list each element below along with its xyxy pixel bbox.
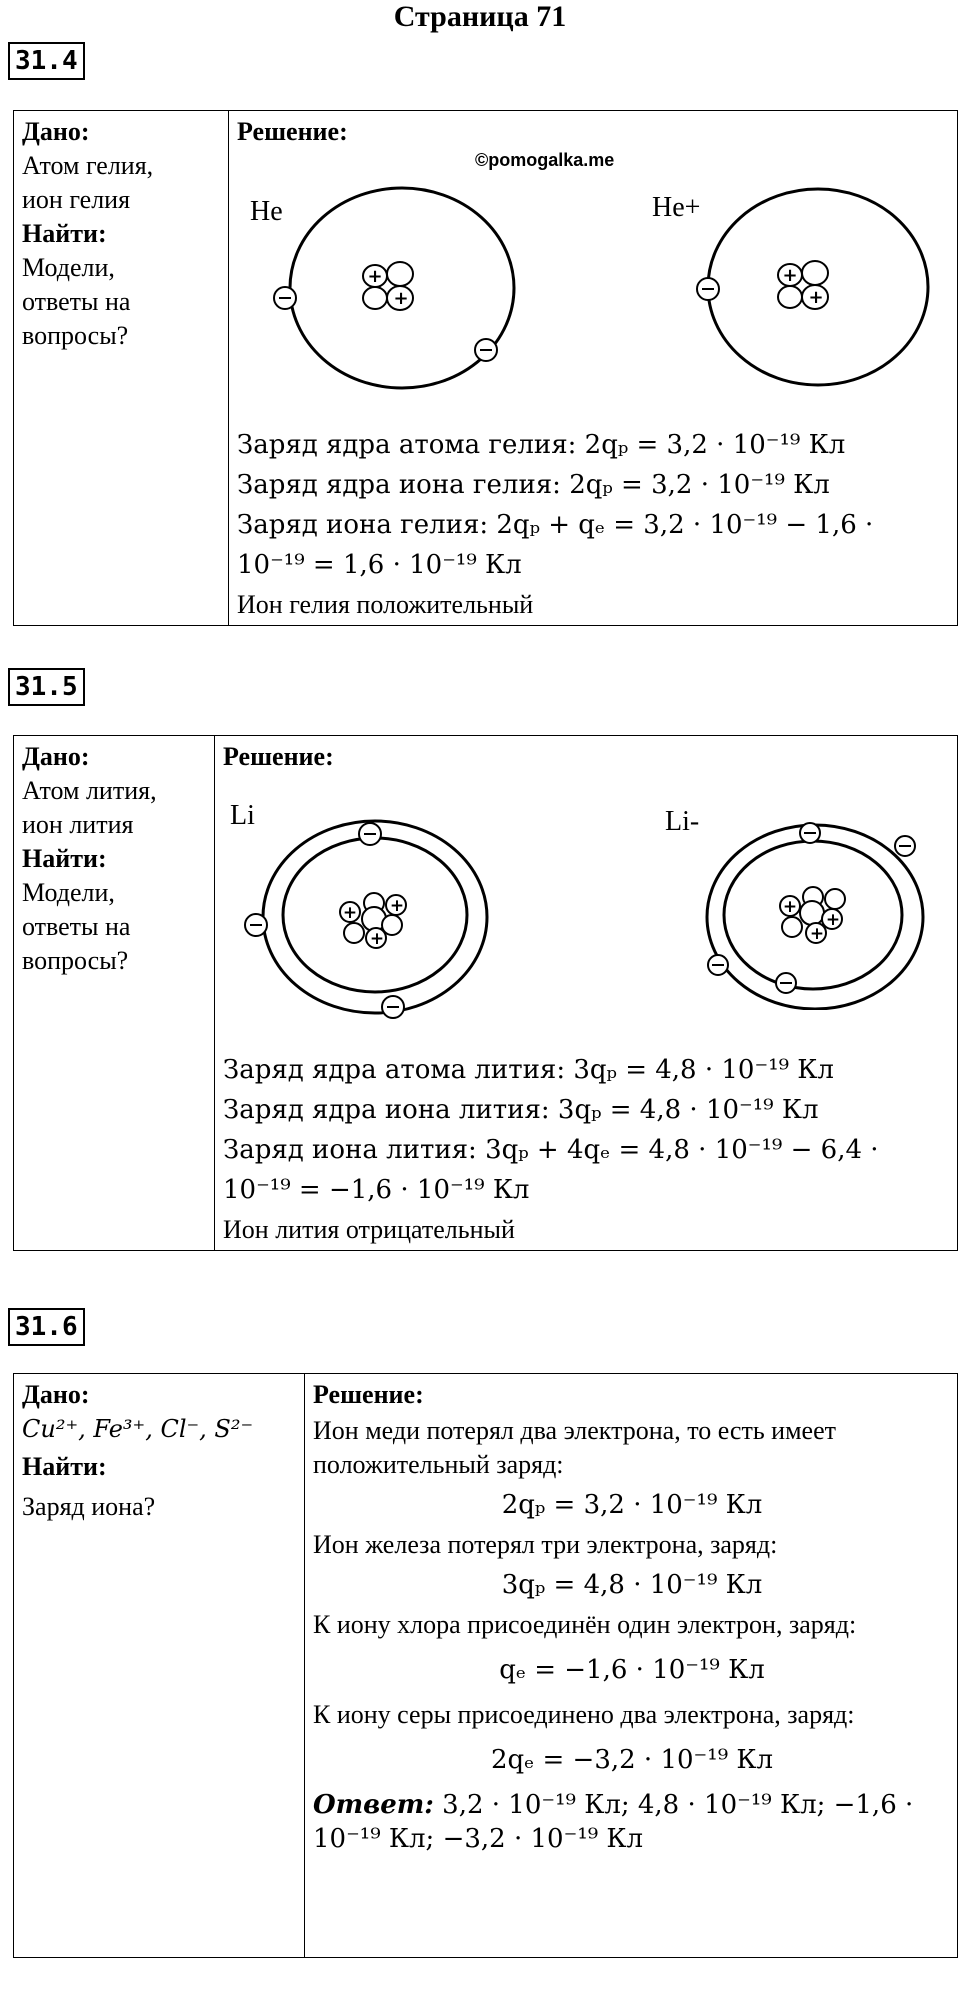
find-line: вопросы? bbox=[22, 321, 129, 350]
find-label: Найти: bbox=[22, 1452, 107, 1481]
watermark: ©pomogalka.me bbox=[475, 150, 615, 170]
electron bbox=[800, 823, 820, 843]
find-line: ответы на bbox=[22, 912, 131, 941]
given-line: Атом гелия, bbox=[22, 151, 154, 180]
electron bbox=[697, 278, 719, 300]
solution-equation: 2qₚ = 3,2 · 10⁻¹⁹ Кл bbox=[501, 1490, 763, 1520]
proton-plus-sign: + bbox=[342, 903, 358, 923]
solution-text: Ион железа потерял три электрона, заряд: bbox=[313, 1530, 778, 1559]
proton-plus-sign: + bbox=[393, 288, 409, 309]
find-line: ответы на bbox=[22, 287, 131, 316]
proton-plus-sign: + bbox=[389, 896, 405, 916]
solution-line: Ион лития отрицательный bbox=[223, 1215, 515, 1244]
lithium-ion-diagram bbox=[690, 815, 940, 1010]
given-line: ион гелия bbox=[22, 185, 131, 214]
helium-ion-diagram bbox=[690, 175, 950, 415]
given-line: Атом лития, bbox=[22, 776, 157, 805]
atom-label-he: He bbox=[250, 196, 283, 227]
proton-plus-sign: + bbox=[782, 265, 798, 286]
solution-text: К иону хлора присоединён один электрон, заряд: bbox=[313, 1610, 857, 1639]
atom-label-he-plus: He+ bbox=[652, 192, 701, 223]
solution-text: К иону серы присоединено два электрона, заряд: bbox=[313, 1700, 855, 1729]
find-line: Заряд иона? bbox=[22, 1492, 156, 1521]
given-column bbox=[14, 111, 229, 626]
solution-equation: 2qₑ = −3,2 · 10⁻¹⁹ Кл bbox=[490, 1745, 774, 1775]
solution-line: 10⁻¹⁹ = 1,6 · 10⁻¹⁹ Кл bbox=[237, 550, 522, 580]
electron bbox=[895, 836, 915, 856]
electron bbox=[359, 823, 381, 845]
solution-line: Заряд ядра атома лития: 3qₚ = 4,8 · 10⁻¹⁹ Кл bbox=[223, 1055, 834, 1085]
solution-line: 10⁻¹⁹ = −1,6 · 10⁻¹⁹ Кл bbox=[223, 1175, 530, 1205]
page-title: Страница 71 bbox=[393, 0, 567, 33]
find-line: вопросы? bbox=[22, 946, 129, 975]
solution-equation: 3qₚ = 4,8 · 10⁻¹⁹ Кл bbox=[501, 1570, 763, 1600]
answer bbox=[313, 1788, 951, 1856]
given-column bbox=[14, 736, 215, 1251]
given-label: Дано: bbox=[22, 117, 90, 146]
lithium-atom-diagram bbox=[240, 815, 500, 1025]
helium-atom-diagram bbox=[260, 170, 530, 410]
answer-text: 3,2 · 10⁻¹⁹ Кл; 4,8 · 10⁻¹⁹ Кл; −1,6 · 10⁻¹⁹ Кл; −3,2 · 10⁻¹⁹ Кл bbox=[313, 1790, 914, 1854]
proton-plus-sign: + bbox=[782, 897, 798, 917]
solution-line: Ион гелия положительный bbox=[237, 590, 534, 619]
solution-line: Заряд ядра иона гелия: 2qₚ = 3,2 · 10⁻¹⁹ Кл bbox=[237, 470, 830, 500]
proton-plus-sign: + bbox=[809, 924, 825, 944]
atom-label-li-minus: Li- bbox=[665, 806, 700, 837]
solution-label: Решение: bbox=[313, 1380, 424, 1409]
given-column bbox=[14, 1374, 305, 1958]
electron bbox=[274, 287, 296, 309]
electron bbox=[382, 996, 404, 1018]
given-label: Дано: bbox=[22, 742, 90, 771]
proton-plus-sign: + bbox=[825, 910, 841, 930]
find-line: Модели, bbox=[22, 878, 115, 907]
solution-label: Решение: bbox=[237, 117, 348, 146]
task-number-31-4: 31.4 bbox=[8, 42, 85, 80]
solution-line: Заряд иона лития: 3qₚ + 4qₑ = 4,8 · 10⁻¹⁹ − 6,4 · bbox=[223, 1135, 879, 1165]
solution-line: Заряд ядра атома гелия: 2qₚ = 3,2 · 10⁻¹⁹ Кл bbox=[237, 430, 846, 460]
given-line: ион лития bbox=[22, 810, 134, 839]
proton-plus-sign: + bbox=[369, 929, 385, 949]
solution-column bbox=[305, 1374, 958, 1958]
electron bbox=[708, 955, 728, 975]
electron bbox=[245, 914, 267, 936]
task-number-31-6: 31.6 bbox=[8, 1308, 85, 1346]
proton-plus-sign: + bbox=[367, 266, 383, 287]
proton-plus-sign: + bbox=[808, 287, 824, 308]
given-label: Дано: bbox=[22, 1380, 90, 1409]
solution-line: Заряд ядра иона лития: 3qₚ = 4,8 · 10⁻¹⁹ Кл bbox=[223, 1095, 819, 1125]
answer-label: Ответ: bbox=[313, 1790, 434, 1820]
solution-label: Решение: bbox=[223, 742, 334, 771]
electron bbox=[776, 973, 796, 993]
atom-label-li: Li bbox=[230, 800, 255, 831]
find-label: Найти: bbox=[22, 844, 107, 873]
solution-text: Ион меди потерял два электрона, то есть имеет положительный заряд: bbox=[313, 1416, 836, 1479]
solution-line: Заряд иона гелия: 2qₚ + qₑ = 3,2 · 10⁻¹⁹ − 1,6 · bbox=[237, 510, 874, 540]
given-formula: Cu²⁺, Fe³⁺, Cl⁻, S²⁻ bbox=[22, 1415, 254, 1443]
solution-equation: qₑ = −1,6 · 10⁻¹⁹ Кл bbox=[499, 1655, 765, 1685]
find-line: Модели, bbox=[22, 253, 115, 282]
electron bbox=[475, 339, 497, 361]
task-31-6-table bbox=[13, 1373, 958, 1958]
find-label: Найти: bbox=[22, 219, 107, 248]
task-number-31-5: 31.5 bbox=[8, 668, 85, 706]
